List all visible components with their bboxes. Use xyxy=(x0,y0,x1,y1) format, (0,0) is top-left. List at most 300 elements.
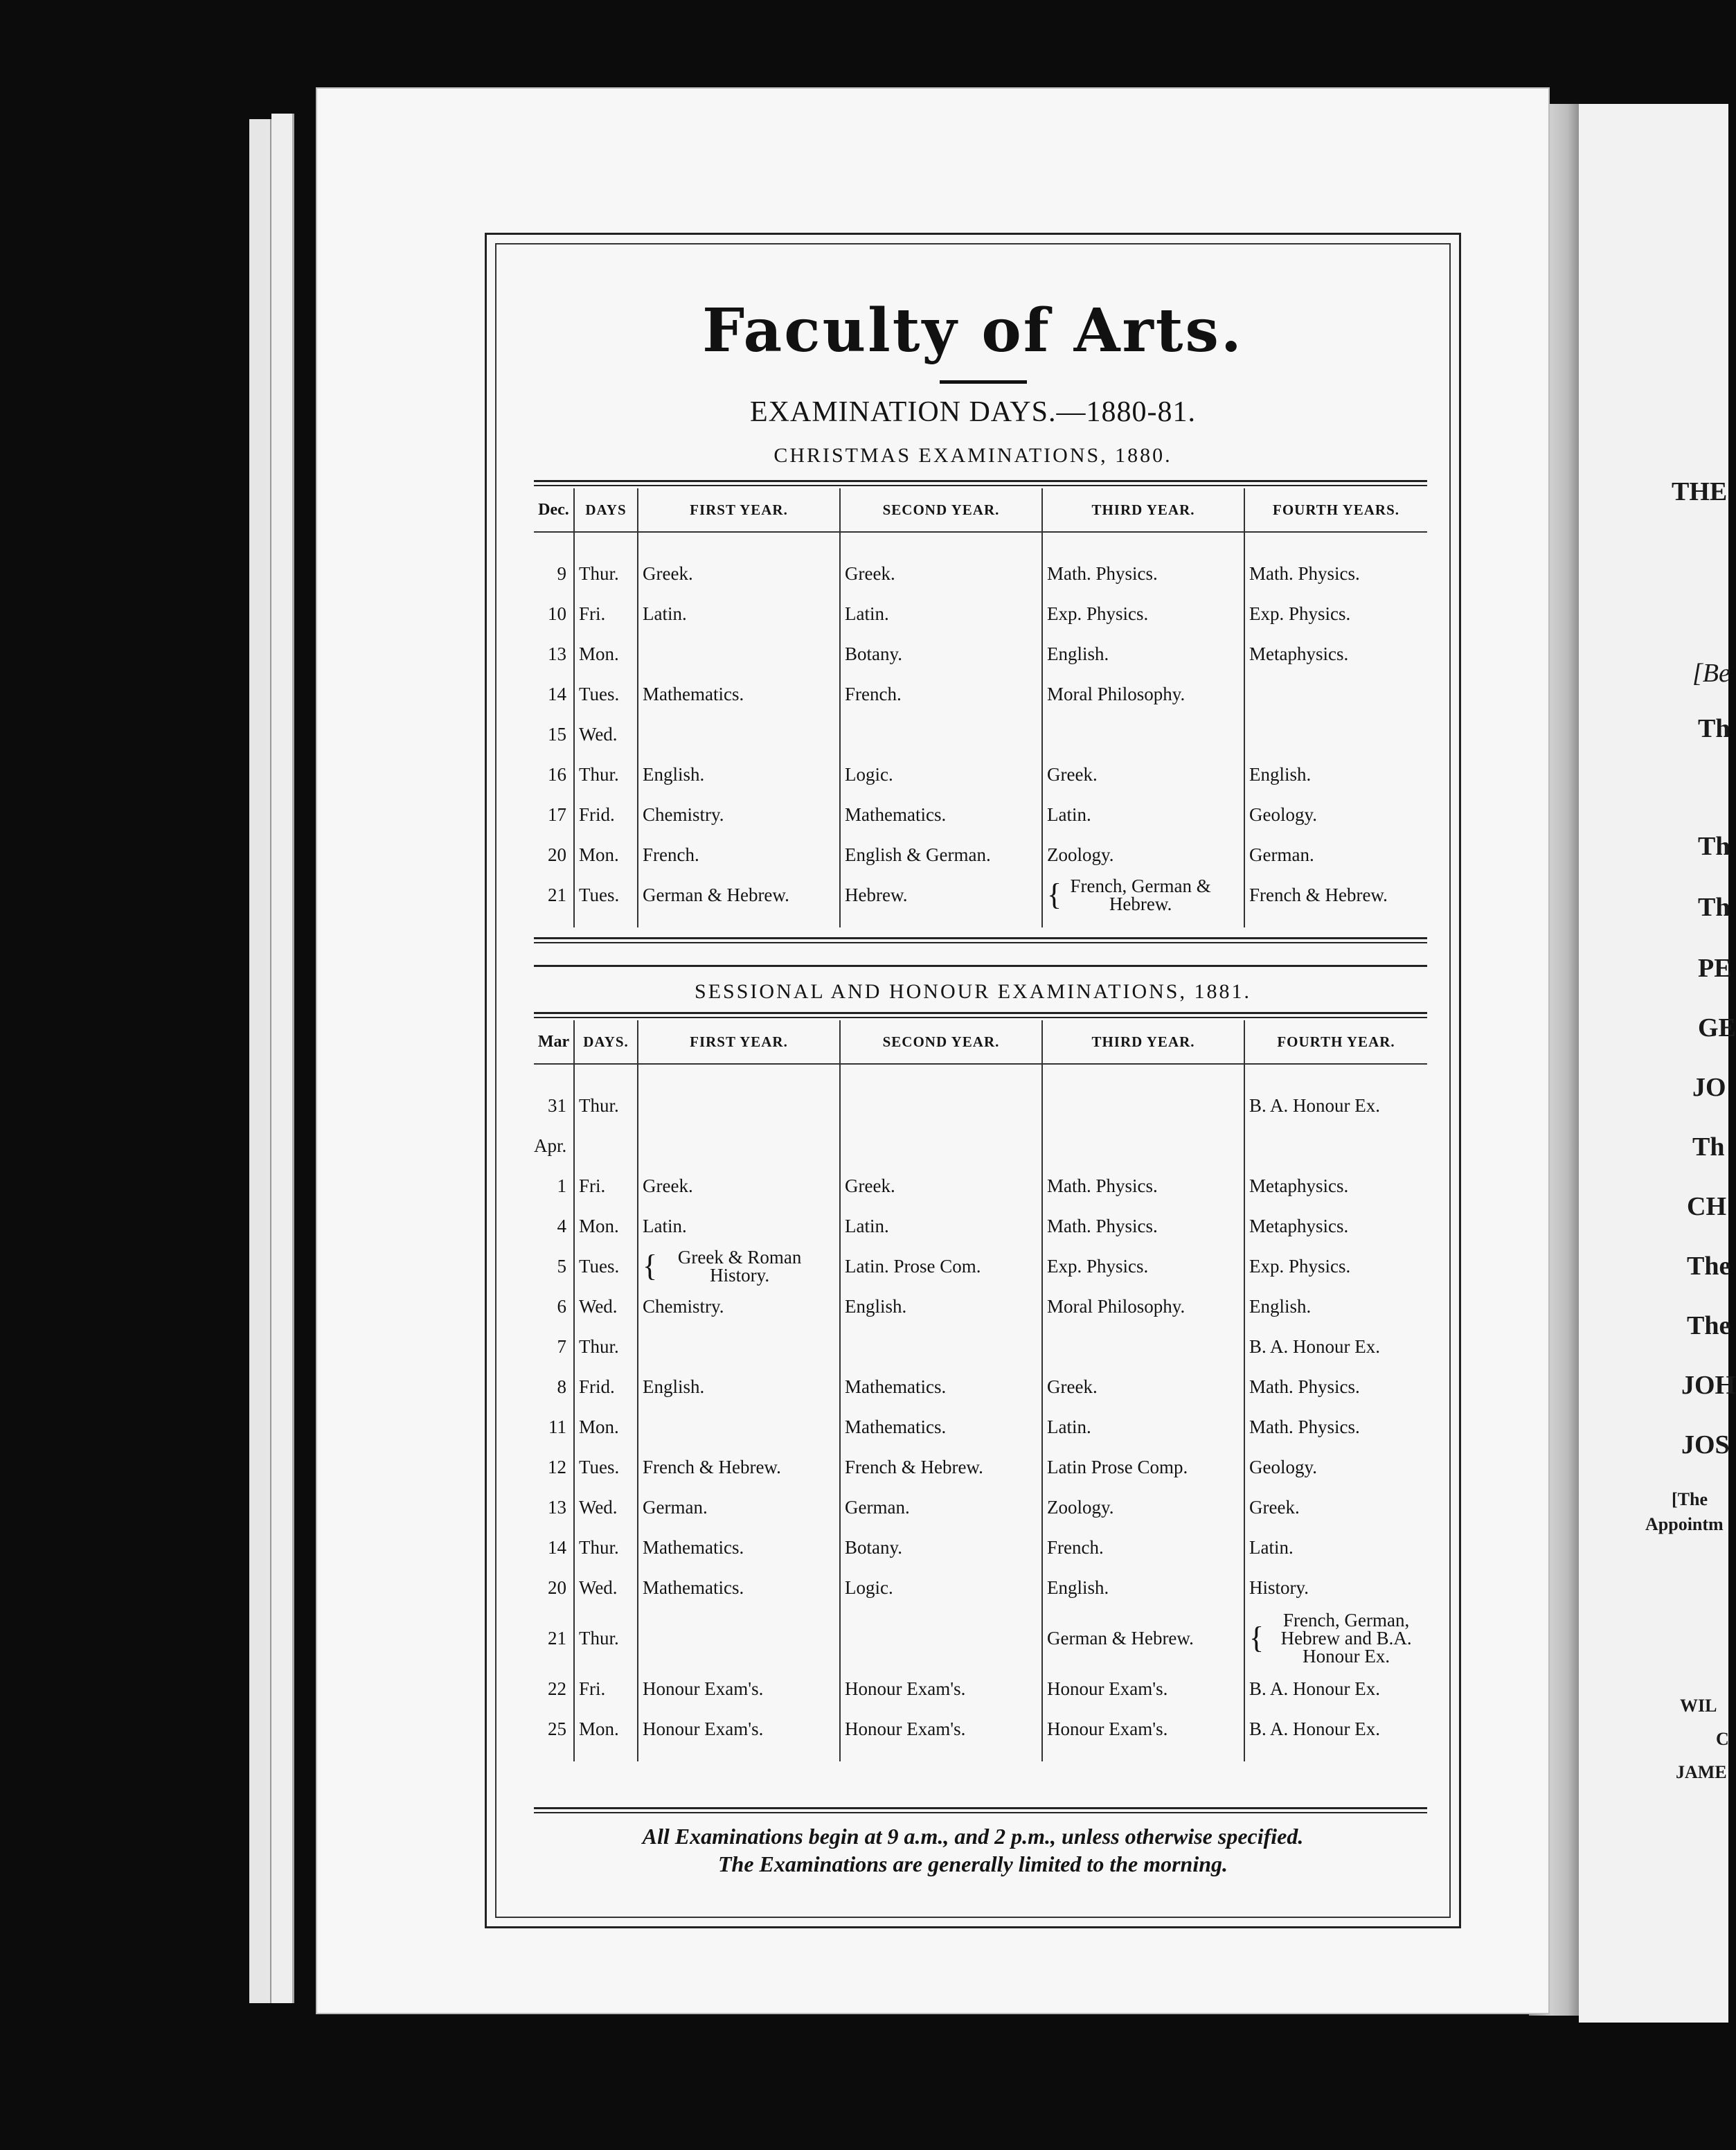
date-text: 10 xyxy=(548,603,566,624)
day-cell xyxy=(574,594,638,634)
column-header: Mar xyxy=(534,1020,574,1064)
spacer-cell xyxy=(534,1749,574,1761)
subject-cell xyxy=(1042,594,1244,634)
subject-cell xyxy=(840,1126,1042,1166)
spacer-cell xyxy=(1042,1064,1244,1085)
date-text: 1 xyxy=(557,1175,566,1196)
subject-text: Latin. Prose Com. xyxy=(845,1255,981,1277)
date-text: 17 xyxy=(548,803,566,825)
subject-cell xyxy=(1244,1367,1427,1407)
day-text: Mon. xyxy=(579,1718,619,1739)
date-text: 8 xyxy=(557,1376,566,1397)
facing-page-line: The xyxy=(1687,1311,1731,1340)
day-text: Tues. xyxy=(579,683,620,704)
subject-cell xyxy=(638,553,840,594)
date-text: 15 xyxy=(548,723,566,745)
subject-cell xyxy=(638,875,840,915)
day-text: Mon. xyxy=(579,1416,619,1437)
facing-page-line: JOH xyxy=(1681,1371,1736,1400)
double-rule xyxy=(534,1012,1427,1018)
facing-page-line: JOS xyxy=(1681,1430,1730,1459)
subject-text: Honour Exam's. xyxy=(1047,1678,1168,1699)
day-cell xyxy=(574,1126,638,1166)
spacer-cell xyxy=(1244,915,1427,927)
facing-page-line: Th xyxy=(1698,832,1730,861)
subject-cell xyxy=(638,1669,840,1709)
date-text: 31 xyxy=(548,1094,566,1116)
date-cell xyxy=(534,1367,574,1407)
day-cell xyxy=(574,714,638,754)
spacer-cell xyxy=(638,532,840,553)
table-spacer-row xyxy=(534,532,1427,553)
day-text: Fri. xyxy=(579,1175,606,1196)
table-row xyxy=(534,835,1427,875)
date-cell xyxy=(534,1407,574,1447)
table-row xyxy=(534,1206,1427,1246)
table-row xyxy=(534,553,1427,594)
day-text: Wed. xyxy=(579,1496,618,1518)
spacer-cell xyxy=(638,1064,840,1085)
spacer-cell xyxy=(1042,915,1244,927)
spacer-cell xyxy=(534,532,574,553)
subject-text: Latin Prose Comp. xyxy=(1047,1456,1188,1477)
date-cell xyxy=(534,1166,574,1206)
date-text: 22 xyxy=(548,1678,566,1699)
day-cell xyxy=(574,1367,638,1407)
facing-page-line: Th xyxy=(1698,893,1730,922)
day-text: Fri. xyxy=(579,1678,606,1699)
subject-text: Botany. xyxy=(845,1536,902,1558)
table-row xyxy=(534,1567,1427,1608)
subject-text: German. xyxy=(845,1496,910,1518)
subject-text: Geology. xyxy=(1249,1456,1317,1477)
subject-cell xyxy=(840,1246,1042,1286)
facing-page-line: GE xyxy=(1698,1013,1736,1042)
date-cell xyxy=(534,1126,574,1166)
facing-page xyxy=(1579,104,1736,2023)
subject-text: German. xyxy=(1249,844,1314,865)
subject-text: Metaphysics. xyxy=(1249,1215,1349,1236)
subject-cell xyxy=(638,794,840,835)
day-cell xyxy=(574,1447,638,1487)
subject-text: Latin. xyxy=(1047,1416,1091,1437)
column-header: THIRD YEAR. xyxy=(1042,488,1244,532)
christmas-examinations-heading: CHRISTMAS EXAMINATIONS, 1880. xyxy=(773,444,1172,467)
subject-text: Botany. xyxy=(845,643,902,664)
subject-cell xyxy=(1244,835,1427,875)
subject-cell xyxy=(638,1567,840,1608)
faculty-title: Faculty of Arts. xyxy=(702,296,1244,366)
column-header: DAYS xyxy=(574,488,638,532)
facing-page-line: PE xyxy=(1698,954,1732,983)
subject-text: German. xyxy=(643,1496,708,1518)
subject-cell xyxy=(638,1447,840,1487)
day-text: Frid. xyxy=(579,1376,615,1397)
table-row xyxy=(534,1246,1427,1286)
subject-cell xyxy=(1042,714,1244,754)
subject-cell xyxy=(638,1166,840,1206)
subject-text: Honour Exam's. xyxy=(643,1678,764,1699)
subject-text: B. A. Honour Ex. xyxy=(1249,1718,1380,1739)
subject-text: Metaphysics. xyxy=(1249,643,1349,664)
facing-page-line: [Be xyxy=(1692,659,1730,688)
spacer-cell xyxy=(840,532,1042,553)
table-row xyxy=(534,594,1427,634)
subject-text: Mathematics. xyxy=(643,683,744,704)
subject-cell xyxy=(638,714,840,754)
subject-text: Math. Physics. xyxy=(1047,1175,1158,1196)
spacer-cell xyxy=(638,915,840,927)
table-row xyxy=(534,754,1427,794)
date-text: 21 xyxy=(548,1627,566,1649)
date-text: 13 xyxy=(548,1496,566,1518)
subject-cell xyxy=(1244,1166,1427,1206)
subject-cell xyxy=(1244,794,1427,835)
subject-cell xyxy=(1042,1669,1244,1709)
table-header-row xyxy=(534,1020,1427,1064)
date-cell xyxy=(534,594,574,634)
subject-cell xyxy=(840,674,1042,714)
day-text: Thur. xyxy=(579,1335,619,1357)
subject-cell xyxy=(840,1085,1042,1126)
spacer-cell xyxy=(574,1749,638,1761)
date-cell xyxy=(534,1669,574,1709)
spacer-cell xyxy=(1042,532,1244,553)
date-cell xyxy=(534,674,574,714)
day-cell xyxy=(574,1608,638,1669)
note-line: All Examinations begin at 9 a.m., and 2 p.m., unless otherwise specified. xyxy=(642,1824,1304,1849)
subject-cell xyxy=(1042,553,1244,594)
subject-cell xyxy=(1244,1326,1427,1367)
subject-cell xyxy=(638,1326,840,1367)
subject-text: Moral Philosophy. xyxy=(1047,1295,1185,1317)
day-cell xyxy=(574,1166,638,1206)
column-header: THIRD YEAR. xyxy=(1042,1020,1244,1064)
facing-page-line: CH xyxy=(1687,1192,1726,1221)
table-row xyxy=(534,1407,1427,1447)
spacer-cell xyxy=(1244,532,1427,553)
day-text: Wed. xyxy=(579,723,618,745)
table-row xyxy=(534,875,1427,915)
day-text: Wed. xyxy=(579,1576,618,1598)
subject-cell xyxy=(840,634,1042,674)
spacer-cell xyxy=(1244,1749,1427,1761)
subject-cell xyxy=(840,1527,1042,1567)
table-spacer-row xyxy=(534,1064,1427,1085)
subject-text: Metaphysics. xyxy=(1249,1175,1349,1196)
day-text: Thur. xyxy=(579,763,619,785)
subject-text: Honour Exam's. xyxy=(1047,1718,1168,1739)
brace-glyph: { xyxy=(1047,878,1062,912)
subject-text: English. xyxy=(643,763,705,785)
table-row xyxy=(534,714,1427,754)
subject-text: Hebrew. xyxy=(845,884,908,905)
subject-text: Greek. xyxy=(1047,1376,1098,1397)
subject-cell xyxy=(1042,835,1244,875)
subject-cell xyxy=(1244,1608,1427,1669)
subject-cell xyxy=(840,1567,1042,1608)
subject-cell xyxy=(1244,1447,1427,1487)
date-cell xyxy=(534,1608,574,1669)
subject-text: Latin. xyxy=(845,1215,889,1236)
subject-text: B. A. Honour Ex. xyxy=(1249,1678,1380,1699)
subject-text: Honour Exam's. xyxy=(845,1678,966,1699)
date-text: 12 xyxy=(548,1456,566,1477)
date-cell xyxy=(534,754,574,794)
page-frame xyxy=(485,233,1461,1928)
date-cell xyxy=(534,1246,574,1286)
table-row xyxy=(534,1709,1427,1749)
date-cell xyxy=(534,553,574,594)
day-cell xyxy=(574,553,638,594)
page-stack-edge xyxy=(271,114,294,2003)
subject-cell xyxy=(1042,1487,1244,1527)
subject-text: Honour Exam's. xyxy=(845,1718,966,1739)
spacer-cell xyxy=(1244,1064,1427,1085)
subject-cell xyxy=(1244,1567,1427,1608)
subject-text: B. A. Honour Ex. xyxy=(1249,1335,1380,1357)
subject-cell xyxy=(1042,1367,1244,1407)
spacer-cell xyxy=(1042,1749,1244,1761)
subject-text: Chemistry. xyxy=(643,803,724,825)
subject-cell xyxy=(840,714,1042,754)
date-cell xyxy=(534,1447,574,1487)
facing-page-line: WIL xyxy=(1680,1696,1717,1716)
subject-text: French. xyxy=(1047,1536,1104,1558)
day-cell xyxy=(574,1246,638,1286)
subject-text: French, German, Hebrew and B.A. Honour Ex. xyxy=(1280,1610,1412,1667)
subject-cell xyxy=(1042,1126,1244,1166)
spacer-cell xyxy=(534,1064,574,1085)
table-spacer-row xyxy=(534,1749,1427,1761)
table-row xyxy=(534,634,1427,674)
date-text: 7 xyxy=(557,1335,566,1357)
subject-cell xyxy=(840,594,1042,634)
subject-cell xyxy=(840,1709,1042,1749)
day-cell xyxy=(574,1326,638,1367)
day-text: Tues. xyxy=(579,884,620,905)
date-cell xyxy=(534,875,574,915)
table-header-row xyxy=(534,488,1427,532)
day-text: Mon. xyxy=(579,1215,619,1236)
facing-page-line: Th xyxy=(1698,714,1730,743)
date-cell xyxy=(534,1085,574,1126)
subject-cell xyxy=(1042,1286,1244,1326)
facing-page-line: [The xyxy=(1672,1489,1708,1509)
subject-cell xyxy=(1042,875,1244,915)
page-frame-inner xyxy=(495,243,1451,1918)
subject-cell xyxy=(1244,594,1427,634)
subject-cell xyxy=(638,835,840,875)
column-header: SECOND YEAR. xyxy=(840,1020,1042,1064)
subject-cell xyxy=(638,1709,840,1749)
subject-text: Moral Philosophy. xyxy=(1047,683,1185,704)
brace-glyph: { xyxy=(1249,1621,1264,1655)
subject-text: Chemistry. xyxy=(643,1295,724,1317)
double-rule xyxy=(534,937,1427,943)
sessional-exam-table xyxy=(534,1020,1427,1761)
date-text: 20 xyxy=(548,1576,566,1598)
subject-text: French. xyxy=(845,683,902,704)
day-text: Fri. xyxy=(579,603,606,624)
subject-cell xyxy=(1244,1527,1427,1567)
subject-text: Exp. Physics. xyxy=(1047,603,1149,624)
table-row xyxy=(534,1326,1427,1367)
day-text: Wed. xyxy=(579,1295,618,1317)
subject-cell xyxy=(638,1085,840,1126)
date-text: 21 xyxy=(548,884,566,905)
subject-text: Latin. xyxy=(643,1215,687,1236)
subject-cell xyxy=(1042,754,1244,794)
table-row xyxy=(534,674,1427,714)
subject-text: English. xyxy=(1249,763,1312,785)
table-row xyxy=(534,1166,1427,1206)
subject-cell xyxy=(638,1407,840,1447)
column-header: FOURTH YEARS. xyxy=(1244,488,1427,532)
date-cell xyxy=(534,714,574,754)
subject-cell xyxy=(840,553,1042,594)
subject-text: Exp. Physics. xyxy=(1249,603,1351,624)
day-cell xyxy=(574,835,638,875)
date-text: 14 xyxy=(548,1536,566,1558)
facing-page-line: Appointm xyxy=(1645,1514,1724,1534)
subject-cell xyxy=(638,1527,840,1567)
subject-cell xyxy=(1042,1206,1244,1246)
table-row xyxy=(534,1608,1427,1669)
facing-page-line: THE xyxy=(1672,477,1728,506)
subject-text: Math. Physics. xyxy=(1249,562,1360,584)
subject-cell xyxy=(1042,794,1244,835)
subject-text: English. xyxy=(1047,1576,1109,1598)
subject-text: Latin. xyxy=(1047,803,1091,825)
subject-text: Logic. xyxy=(845,763,893,785)
day-text: Thur. xyxy=(579,1627,619,1649)
day-cell xyxy=(574,794,638,835)
date-text: 14 xyxy=(548,683,566,704)
subject-cell xyxy=(638,754,840,794)
subject-cell xyxy=(1244,1085,1427,1126)
spacer-cell xyxy=(840,1749,1042,1761)
subject-cell xyxy=(1244,1246,1427,1286)
subject-text: French & Hebrew. xyxy=(643,1456,781,1477)
spacer-cell xyxy=(574,915,638,927)
subject-text: Greek & Roman History. xyxy=(677,1247,802,1286)
date-text: 9 xyxy=(557,562,566,584)
subject-cell xyxy=(638,594,840,634)
table-row xyxy=(534,1487,1427,1527)
subject-text: Greek. xyxy=(643,562,693,584)
day-cell xyxy=(574,1669,638,1709)
subject-cell xyxy=(1244,714,1427,754)
examination-days-heading: EXAMINATION DAYS.—1880-81. xyxy=(750,396,1196,428)
subject-cell xyxy=(1244,634,1427,674)
date-text: 20 xyxy=(548,844,566,865)
subject-cell xyxy=(638,1126,840,1166)
subject-text: Mathematics. xyxy=(845,803,947,825)
subject-cell xyxy=(1244,875,1427,915)
day-cell xyxy=(574,674,638,714)
subject-cell xyxy=(638,674,840,714)
subject-cell xyxy=(1042,1709,1244,1749)
date-cell xyxy=(534,1206,574,1246)
date-text: 16 xyxy=(548,763,566,785)
subject-cell xyxy=(840,875,1042,915)
subject-text: Mathematics. xyxy=(845,1416,947,1437)
subject-text: Math. Physics. xyxy=(1249,1416,1360,1437)
christmas-exam-table xyxy=(534,488,1427,927)
day-text: Thur. xyxy=(579,562,619,584)
subject-text: Honour Exam's. xyxy=(643,1718,764,1739)
column-header: FIRST YEAR. xyxy=(638,1020,840,1064)
table-row xyxy=(534,1085,1427,1126)
subject-text: Logic. xyxy=(845,1576,893,1598)
subject-cell xyxy=(1244,674,1427,714)
subject-cell xyxy=(840,1166,1042,1206)
day-text: Thur. xyxy=(579,1094,619,1116)
subject-text: Mathematics. xyxy=(643,1536,744,1558)
day-cell xyxy=(574,1709,638,1749)
subject-cell xyxy=(1244,1206,1427,1246)
subject-cell xyxy=(840,1608,1042,1669)
subject-cell xyxy=(638,1487,840,1527)
title-rule xyxy=(940,380,1027,384)
subject-cell xyxy=(840,754,1042,794)
subject-cell xyxy=(1042,1608,1244,1669)
facing-page-line: JAME xyxy=(1676,1762,1727,1782)
date-cell xyxy=(534,1527,574,1567)
date-text: 25 xyxy=(548,1718,566,1739)
subject-cell xyxy=(1042,1246,1244,1286)
subject-cell xyxy=(840,1487,1042,1527)
subject-text: Mathematics. xyxy=(643,1576,744,1598)
day-cell xyxy=(574,1286,638,1326)
subject-text: Math. Physics. xyxy=(1047,1215,1158,1236)
subject-cell xyxy=(1042,1447,1244,1487)
subject-cell xyxy=(840,1286,1042,1326)
date-cell xyxy=(534,1709,574,1749)
subject-text: B. A. Honour Ex. xyxy=(1249,1094,1380,1116)
column-header: Dec. xyxy=(534,488,574,532)
subject-cell xyxy=(1042,1527,1244,1567)
subject-cell xyxy=(638,1367,840,1407)
date-text: 5 xyxy=(557,1255,566,1277)
day-text: Mon. xyxy=(579,643,619,664)
double-rule xyxy=(534,480,1427,486)
day-cell xyxy=(574,1407,638,1447)
date-text: 6 xyxy=(557,1295,566,1317)
day-cell xyxy=(574,1206,638,1246)
subject-text: Zoology. xyxy=(1047,844,1114,865)
subject-cell xyxy=(840,1669,1042,1709)
subject-cell xyxy=(638,1206,840,1246)
page-stack-edge xyxy=(249,119,272,2003)
date-cell xyxy=(534,634,574,674)
subject-text: Math. Physics. xyxy=(1047,562,1158,584)
column-header: SECOND YEAR. xyxy=(840,488,1042,532)
subject-cell xyxy=(1042,1567,1244,1608)
subject-cell xyxy=(840,1407,1042,1447)
facing-page-line: C xyxy=(1716,1729,1729,1749)
subject-text: French & Hebrew. xyxy=(845,1456,983,1477)
day-text: Mon. xyxy=(579,844,619,865)
day-cell xyxy=(574,1085,638,1126)
subject-text: English. xyxy=(1249,1295,1312,1317)
date-text: Apr. xyxy=(534,1135,567,1156)
subject-cell xyxy=(1244,1487,1427,1527)
subject-text: English & German. xyxy=(845,844,991,865)
subject-cell xyxy=(1042,634,1244,674)
subject-cell xyxy=(1244,1709,1427,1749)
